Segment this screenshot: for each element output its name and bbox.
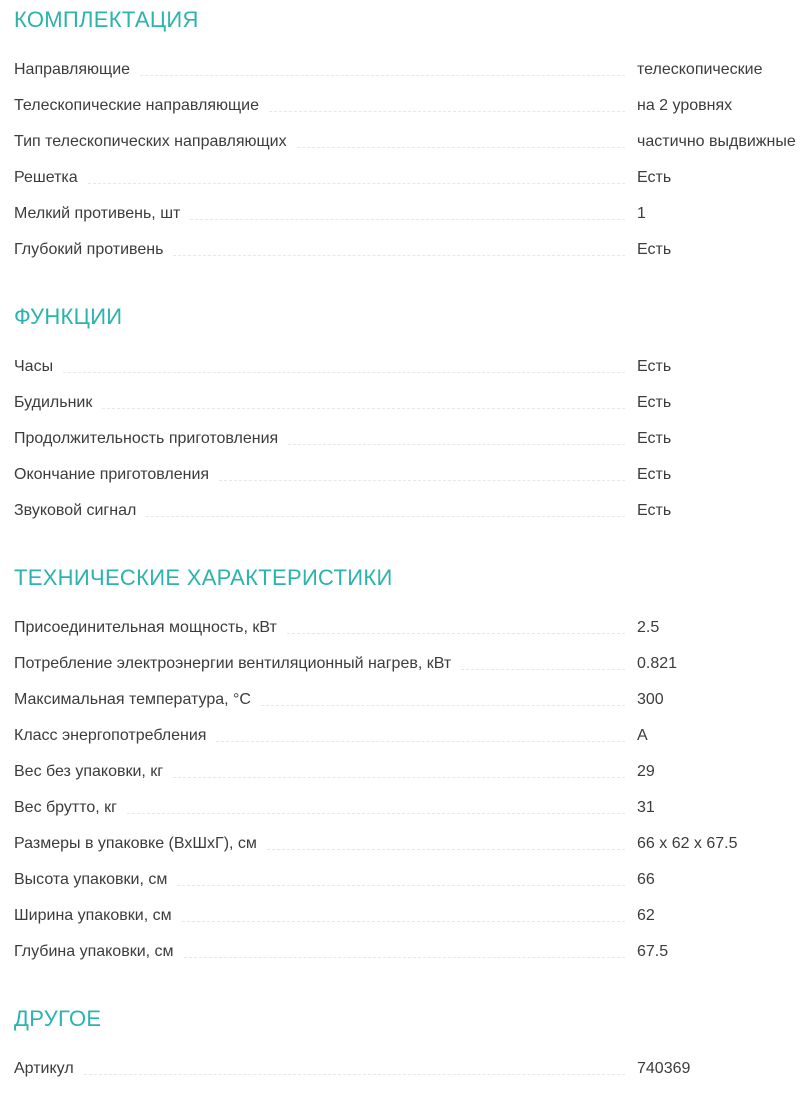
dotted-leader-line (461, 669, 625, 670)
dotted-leader-line (127, 813, 625, 814)
spec-row (14, 646, 793, 682)
spec-value: 62 (637, 907, 655, 924)
spec-section (14, 303, 793, 529)
dotted-leader-line (216, 741, 625, 742)
dotted-leader-line (173, 777, 625, 778)
dotted-leader-line (182, 921, 625, 922)
dotted-leader-line (84, 1074, 625, 1075)
spec-row (14, 124, 796, 160)
spec-row (14, 457, 793, 493)
spec-row (14, 682, 793, 718)
section-rows (14, 349, 793, 529)
spec-row (14, 790, 793, 826)
spec-label: Глубокий противень (14, 241, 164, 258)
dotted-leader-line (267, 849, 625, 850)
spec-value: Есть (637, 502, 672, 519)
spec-value: Есть (637, 358, 672, 375)
spec-value: A (637, 727, 648, 744)
spec-label: Звуковой сигнал (14, 502, 137, 519)
spec-row (14, 52, 793, 88)
dotted-leader-line (190, 219, 625, 220)
spec-row (14, 88, 793, 124)
spec-value: Есть (637, 466, 672, 483)
spec-section (14, 6, 796, 268)
spec-value: телескопические (637, 61, 763, 78)
spec-value: 2.5 (637, 619, 660, 636)
dotted-leader-line (177, 885, 625, 886)
spec-value: 31 (637, 799, 655, 816)
spec-row (14, 349, 793, 385)
spec-row (14, 196, 793, 232)
spec-value: 66 (637, 871, 655, 888)
section-title: ФУНКЦИИ (14, 304, 123, 329)
dotted-leader-line (288, 444, 625, 445)
spec-row (14, 826, 793, 862)
spec-value: 300 (637, 691, 664, 708)
spec-row (14, 718, 793, 754)
spec-label: Потребление электроэнергии вентиляционный нагрев, кВт (14, 655, 452, 672)
spec-label: Размеры в упаковке (ВхШхГ), см (14, 835, 257, 852)
spec-label: Высота упаковки, см (14, 871, 168, 888)
spec-value: Есть (637, 394, 672, 411)
spec-row (14, 232, 793, 268)
section-title: ТЕХНИЧЕСКИЕ ХАРАКТЕРИСТИКИ (14, 565, 393, 590)
spec-value: Есть (637, 430, 672, 447)
spec-label: Максимальная температура, °С (14, 691, 251, 708)
spec-row (14, 385, 793, 421)
spec-row (14, 934, 793, 970)
spec-value: Есть (637, 241, 672, 258)
spec-row (14, 493, 793, 529)
spec-label: Тип телескопических направляющих (14, 133, 287, 150)
spec-label: Мелкий противень, шт (14, 205, 181, 222)
spec-row (14, 421, 793, 457)
spec-value: 0.821 (637, 655, 678, 672)
spec-value: Есть (637, 169, 672, 186)
spec-value: на 2 уровнях (637, 97, 733, 114)
spec-label: Направляющие (14, 61, 131, 78)
spec-value: частично выдвижные (637, 133, 796, 150)
dotted-leader-line (184, 957, 625, 958)
spec-label: Артикул (14, 1060, 74, 1077)
spec-row (14, 610, 793, 646)
spec-value: 67.5 (637, 943, 669, 960)
section-rows (14, 52, 796, 268)
spec-label: Вес брутто, кг (14, 799, 117, 816)
spec-label: Будильник (14, 394, 93, 411)
spec-value: 29 (637, 763, 655, 780)
dotted-leader-line (63, 372, 625, 373)
section-title: КОМПЛЕКТАЦИЯ (14, 7, 199, 32)
section-title: ДРУГОЕ (14, 1006, 102, 1031)
spec-row (14, 754, 793, 790)
spec-label: Решетка (14, 169, 78, 186)
dotted-leader-line (287, 633, 625, 634)
spec-row (14, 862, 793, 898)
dotted-leader-line (140, 75, 625, 76)
spec-label: Класс энергопотребления (14, 727, 207, 744)
dotted-leader-line (269, 111, 625, 112)
spec-row (14, 160, 793, 196)
spec-label: Глубина упаковки, см (14, 943, 174, 960)
section-rows (14, 610, 793, 970)
spec-section (14, 564, 793, 970)
spec-row (14, 1051, 793, 1087)
spec-label: Присоединительная мощность, кВт (14, 619, 277, 636)
dotted-leader-line (173, 255, 625, 256)
dotted-leader-line (297, 147, 625, 148)
spec-row (14, 898, 793, 934)
spec-label: Телескопические направляющие (14, 97, 259, 114)
dotted-leader-line (261, 705, 625, 706)
spec-label: Окончание приготовления (14, 466, 210, 483)
spec-value: 1 (637, 205, 646, 222)
spec-label: Ширина упаковки, см (14, 907, 172, 924)
spec-label: Продолжительность приготовления (14, 430, 279, 447)
section-rows (14, 1051, 793, 1087)
dotted-leader-line (146, 516, 625, 517)
dotted-leader-line (219, 480, 625, 481)
spec-label: Часы (14, 358, 54, 375)
spec-section (14, 1005, 793, 1087)
spec-label: Вес без упаковки, кг (14, 763, 164, 780)
spec-value: 66 x 62 x 67.5 (637, 835, 738, 852)
dotted-leader-line (102, 408, 625, 409)
dotted-leader-line (88, 183, 625, 184)
spec-value: 740369 (637, 1060, 691, 1077)
